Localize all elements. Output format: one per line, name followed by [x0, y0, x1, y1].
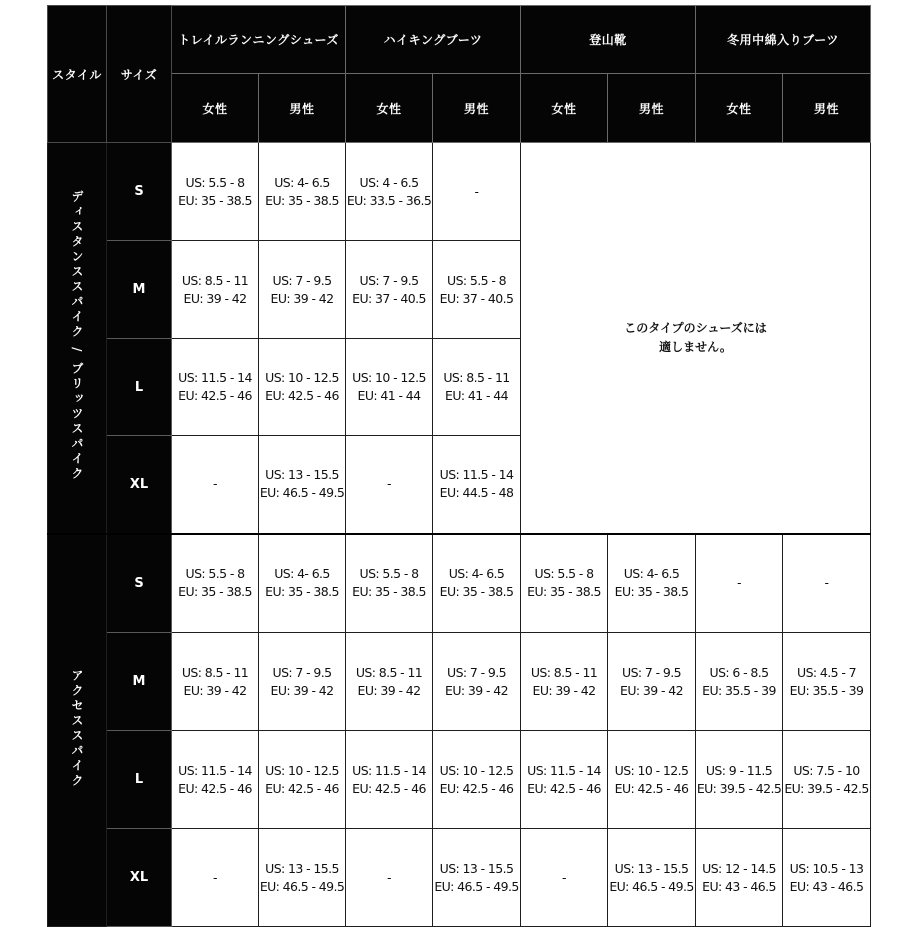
- eu-size-range: EU: 39 - 42: [620, 682, 683, 698]
- eu-size-range: EU: 35 - 38.5: [265, 192, 339, 208]
- us-size-range: US: 7 - 9.5: [622, 664, 681, 680]
- size-range-cell: [259, 143, 346, 241]
- eu-size-range: EU: 35 - 38.5: [178, 192, 252, 208]
- eu-size-range: EU: 33.5 - 36.5: [346, 192, 432, 208]
- size-range-cell: [433, 436, 521, 534]
- us-size-range: US: 10 - 12.5: [265, 370, 339, 385]
- table-row: [48, 534, 871, 633]
- us-size-range: US: 10 - 12.5: [265, 762, 339, 778]
- eu-size-range: EU: 42.5 - 46: [265, 388, 339, 403]
- us-size-range: US: 7 - 9.5: [272, 272, 332, 288]
- gender-header-men: 男性: [259, 74, 346, 143]
- style-label: アクセススパイク: [70, 668, 84, 789]
- eu-size-range: EU: 42.5 - 46: [352, 780, 426, 796]
- size-label: XL: [107, 829, 172, 927]
- size-label: S: [107, 534, 172, 633]
- size-label: L: [107, 731, 172, 829]
- table-header: [48, 6, 871, 143]
- size-label: M: [107, 241, 172, 339]
- eu-size-range: EU: 39 - 42: [445, 682, 508, 698]
- size-chart-table: [47, 5, 871, 927]
- size-range-cell: [608, 633, 696, 731]
- size-range-cell: [433, 241, 521, 339]
- us-size-range: US: 8.5 - 11: [355, 664, 423, 680]
- us-size-range: US: 8.5 - 11: [443, 370, 510, 385]
- us-size-range: US: 8.5 - 11: [181, 272, 249, 288]
- size-range-cell: [783, 534, 871, 633]
- not-suitable-message: [521, 143, 871, 534]
- not-available-dash: -: [213, 476, 217, 492]
- eu-size-range: EU: 46.5 - 49.5: [434, 878, 519, 894]
- size-range-cell: [259, 339, 346, 436]
- size-range-cell: [346, 436, 433, 534]
- us-size-range: US: 8.5 - 11: [530, 664, 598, 680]
- eu-size-range: EU: 35 - 38.5: [614, 584, 689, 600]
- eu-size-range: EU: 46.5 - 49.5: [259, 878, 345, 894]
- not-available-dash: -: [562, 869, 566, 885]
- size-range-cell: [433, 633, 521, 731]
- size-range-cell: [346, 534, 433, 633]
- us-size-range: US: 7.5 - 10: [793, 762, 860, 778]
- size-range-cell: [521, 534, 608, 633]
- table-body: [48, 143, 871, 927]
- size-range-cell: [346, 633, 433, 731]
- category-header-hiking-boots: ハイキングブーツ: [346, 6, 521, 74]
- table-row: [48, 829, 871, 927]
- size-range-cell: [433, 731, 521, 829]
- us-size-range: US: 11.5 - 14: [178, 370, 252, 385]
- size-range-cell: [346, 143, 433, 241]
- gender-header-men: 男性: [433, 74, 521, 143]
- us-size-range: US: 9 - 11.5: [705, 762, 773, 778]
- us-size-range: US: 10 - 12.5: [352, 370, 426, 385]
- not-available-dash: -: [387, 476, 391, 492]
- size-range-cell: [259, 829, 346, 927]
- eu-size-range: EU: 35.5 - 39: [702, 682, 776, 698]
- eu-size-range: EU: 46.5 - 49.5: [259, 485, 345, 501]
- eu-size-range: EU: 39 - 42: [270, 682, 334, 698]
- style-label-cell: [48, 143, 107, 534]
- size-range-cell: [346, 731, 433, 829]
- eu-size-range: EU: 35 - 38.5: [178, 584, 252, 600]
- size-range-cell: [608, 829, 696, 927]
- size-range-cell: [346, 241, 433, 339]
- us-size-range: US: 10 - 12.5: [439, 762, 514, 778]
- eu-size-range: EU: 39 - 42: [357, 682, 421, 698]
- size-range-cell: [259, 633, 346, 731]
- us-size-range: US: 11.5 - 14: [527, 762, 601, 778]
- us-size-range: US: 11.5 - 14: [178, 762, 252, 778]
- us-size-range: US: 13 - 15.5: [265, 860, 339, 876]
- size-range-cell: [433, 143, 521, 241]
- us-size-range: US: 4.5 - 7: [797, 664, 856, 680]
- size-range-cell: [346, 829, 433, 927]
- style-label: ディスタンススパイク / ブリッツスパイク: [70, 190, 84, 483]
- gender-header-men: 男性: [608, 74, 696, 143]
- eu-size-range: EU: 42.5 - 46: [527, 780, 601, 796]
- eu-size-range: EU: 42.5 - 46: [265, 780, 339, 796]
- size-range-cell: [172, 436, 259, 534]
- category-header-trail-running: トレイルランニングシューズ: [172, 6, 346, 74]
- not-available-dash: -: [387, 869, 391, 885]
- size-range-cell: [172, 534, 259, 633]
- us-size-range: US: 11.5 - 14: [352, 762, 426, 778]
- not-suitable-line: このタイプのシューズには: [624, 320, 767, 335]
- style-label-cell: [48, 534, 107, 927]
- eu-size-range: EU: 39.5 - 42.5: [784, 780, 869, 796]
- not-available-dash: -: [737, 575, 741, 591]
- us-size-range: US: 5.5 - 8: [447, 272, 506, 288]
- size-label: L: [107, 339, 172, 436]
- size-range-cell: [259, 534, 346, 633]
- category-header-winter-boots: 冬用中綿入りブーツ: [696, 6, 871, 74]
- eu-size-range: EU: 35 - 38.5: [527, 584, 601, 600]
- eu-size-range: EU: 35.5 - 39: [789, 682, 864, 698]
- size-range-cell: [172, 633, 259, 731]
- us-size-range: US: 4- 6.5: [623, 566, 680, 582]
- eu-size-range: EU: 41 - 44: [445, 388, 508, 403]
- us-size-range: US: 4- 6.5: [448, 566, 505, 582]
- us-size-range: US: 13 - 15.5: [439, 860, 514, 876]
- size-range-cell: [433, 829, 521, 927]
- eu-size-range: EU: 42.5 - 46: [439, 780, 514, 796]
- eu-size-range: EU: 39.5 - 42.5: [696, 780, 782, 796]
- size-range-cell: [172, 143, 259, 241]
- size-range-cell: [696, 633, 783, 731]
- eu-size-range: EU: 39 - 42: [270, 290, 334, 306]
- size-column-header: サイズ: [107, 6, 172, 143]
- size-label: XL: [107, 436, 172, 534]
- category-header-mountaineering: 登山靴: [521, 6, 696, 74]
- gender-header-women: 女性: [521, 74, 608, 143]
- us-size-range: US: 7 - 9.5: [447, 664, 506, 680]
- gender-header-men: 男性: [783, 74, 871, 143]
- size-range-cell: [521, 731, 608, 829]
- size-range-cell: [608, 534, 696, 633]
- size-range-cell: [783, 829, 871, 927]
- eu-size-range: EU: 46.5 - 49.5: [609, 878, 694, 894]
- eu-size-range: EU: 35 - 38.5: [265, 584, 339, 600]
- eu-size-range: EU: 39 - 42: [183, 682, 247, 698]
- us-size-range: US: 13 - 15.5: [265, 467, 339, 483]
- size-range-cell: [608, 731, 696, 829]
- size-range-cell: [433, 534, 521, 633]
- table-row: [48, 633, 871, 731]
- eu-size-range: EU: 42.5 - 46: [178, 388, 252, 403]
- size-range-cell: [783, 731, 871, 829]
- size-range-cell: [172, 339, 259, 436]
- style-column-header: スタイル: [48, 6, 107, 143]
- eu-size-range: EU: 35 - 38.5: [439, 584, 514, 600]
- size-range-cell: [696, 829, 783, 927]
- eu-size-range: EU: 42.5 - 46: [614, 780, 689, 796]
- not-suitable-line: 適しません。: [659, 339, 732, 354]
- size-range-cell: [783, 633, 871, 731]
- eu-size-range: EU: 42.5 - 46: [178, 780, 252, 796]
- eu-size-range: EU: 37 - 40.5: [439, 290, 514, 306]
- us-size-range: US: 6 - 8.5: [709, 664, 769, 680]
- eu-size-range: EU: 43 - 46.5: [702, 878, 776, 894]
- us-size-range: US: 10.5 - 13: [789, 860, 864, 876]
- eu-size-range: EU: 35 - 38.5: [352, 584, 426, 600]
- size-range-cell: [521, 633, 608, 731]
- size-range-cell: [172, 241, 259, 339]
- size-range-cell: [172, 731, 259, 829]
- us-size-range: US: 11.5 - 14: [439, 467, 514, 483]
- eu-size-range: EU: 41 - 44: [357, 388, 421, 403]
- us-size-range: US: 7 - 9.5: [359, 272, 419, 288]
- table-row: [48, 143, 871, 241]
- not-available-dash: -: [213, 869, 217, 885]
- eu-size-range: EU: 39 - 42: [532, 682, 596, 698]
- us-size-range: US: 5.5 - 8: [359, 566, 419, 582]
- us-size-range: US: 5.5 - 8: [185, 174, 245, 190]
- us-size-range: US: 7 - 9.5: [272, 664, 332, 680]
- size-range-cell: [172, 829, 259, 927]
- size-range-cell: [696, 534, 783, 633]
- us-size-range: US: 8.5 - 11: [181, 664, 249, 680]
- size-range-cell: [521, 829, 608, 927]
- not-available-dash: -: [474, 183, 479, 199]
- gender-header-women: 女性: [696, 74, 783, 143]
- eu-size-range: EU: 43 - 46.5: [789, 878, 864, 894]
- gender-header-women: 女性: [172, 74, 259, 143]
- table-row: [48, 731, 871, 829]
- size-range-cell: [433, 339, 521, 436]
- size-label: M: [107, 633, 172, 731]
- us-size-range: US: 5.5 - 8: [185, 566, 245, 582]
- us-size-range: US: 4- 6.5: [274, 566, 330, 582]
- us-size-range: US: 4 - 6.5: [359, 174, 419, 190]
- size-range-cell: [696, 731, 783, 829]
- us-size-range: US: 4- 6.5: [274, 174, 330, 190]
- eu-size-range: EU: 39 - 42: [183, 290, 247, 306]
- us-size-range: US: 12 - 14.5: [702, 860, 776, 876]
- size-range-cell: [259, 731, 346, 829]
- eu-size-range: EU: 37 - 40.5: [352, 290, 426, 306]
- not-available-dash: -: [824, 575, 829, 591]
- us-size-range: US: 10 - 12.5: [614, 762, 689, 778]
- size-range-cell: [259, 436, 346, 534]
- eu-size-range: EU: 44.5 - 48: [439, 485, 514, 501]
- gender-header-women: 女性: [346, 74, 433, 143]
- size-range-cell: [346, 339, 433, 436]
- size-range-cell: [259, 241, 346, 339]
- us-size-range: US: 13 - 15.5: [614, 860, 689, 876]
- us-size-range: US: 5.5 - 8: [534, 566, 594, 582]
- size-label: S: [107, 143, 172, 241]
